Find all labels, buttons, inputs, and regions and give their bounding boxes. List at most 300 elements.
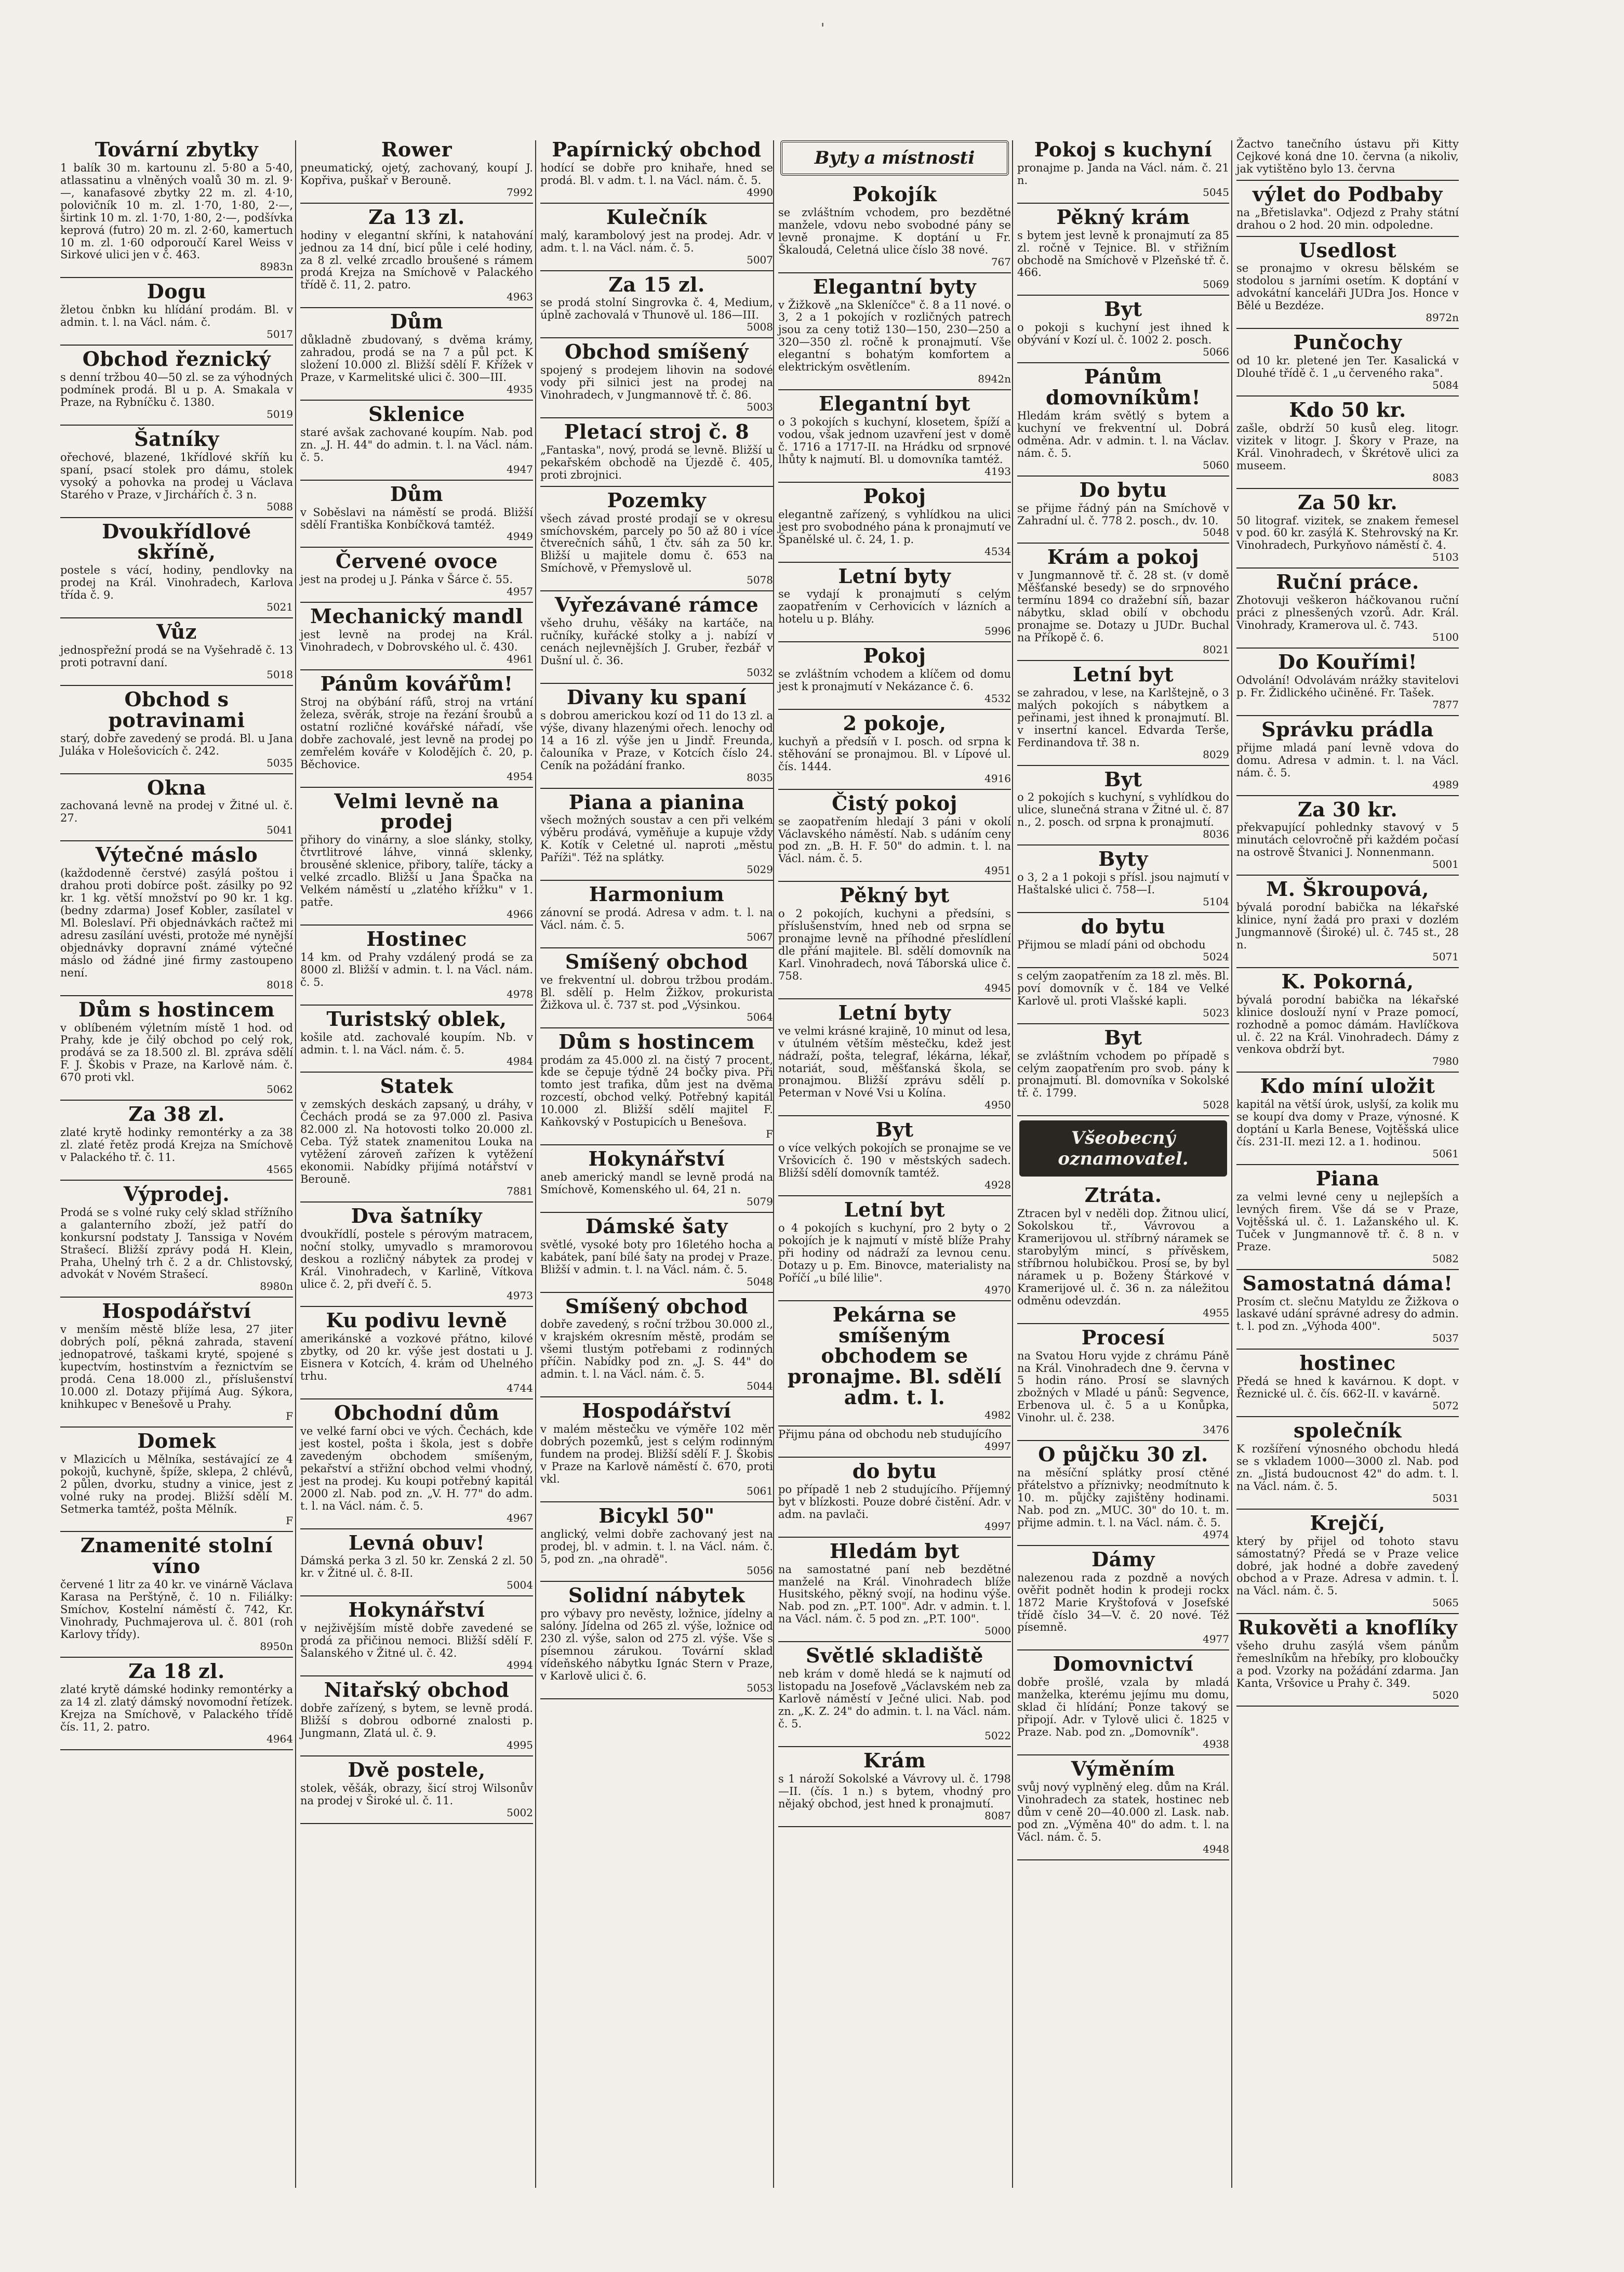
classified-ad (778, 483, 1011, 563)
ad-heading: Za 13 zl. (368, 205, 465, 229)
ad-text: v Mlazicích u Mělníka, sestávající ze 4 pokojů, kuchyně, špíže, sklepa, 2 chlévů, 2 půlen, dvorku, studny a vinice, jest z volné ruky na prodej. Bližší sdělí M. Setmerka tamtéž, pošta Mělník. (60, 1452, 293, 1515)
ad-code: 4532 (984, 692, 1011, 705)
classified-ad (300, 1203, 533, 1307)
ad-text: se přijme řádný pán na Smíchově v Zahradní ul. č. 778 2. posch., dv. 10. (1017, 501, 1229, 527)
ad-heading: Hospodářství (102, 1299, 251, 1323)
classified-ad (300, 788, 533, 926)
classified-ad (778, 563, 1011, 643)
ad-text: Přijmou se mladí páni od obchodu (1017, 938, 1206, 951)
ad-heading: Dvoukřídlové skříně, (102, 519, 251, 564)
classified-ad (1017, 1546, 1229, 1651)
ad-text: od 10 kr. pletené jen Ter. Kasalická v Dlouhé třídě č. 1 „u červeného raka". (1236, 354, 1459, 380)
ad-code: 4565 (267, 1163, 293, 1175)
ad-heading: Do bytu (1079, 478, 1167, 501)
classified-ad (60, 136, 293, 278)
ad-code: 8972n (1426, 311, 1459, 324)
classified-ad (300, 670, 533, 788)
ad-heading: Dogu (147, 280, 207, 303)
ad-heading: Statek (380, 1074, 454, 1098)
classified-ad (300, 401, 533, 481)
classified-ad (1236, 968, 1459, 1073)
ad-code: 5100 (1432, 631, 1459, 644)
ad-text: stolek, věšák, obrazy, šicí stroj Wilsonův na prodej v Široké ul. č. 11. (300, 1781, 533, 1807)
ad-text: 1 balík 30 m. kartounu zl. 5·80 a 5·40, atlassatinu a vlněných voalů 30 m. zl. 9·—, kanafasové zbytky 22 m. zl. 4·10, polovičník 10 m. zl. 1·70, 1·80, 2·—, širtink 10 m. zl. 1·70, 1·80, 2·—, podšívka keprová (futro) 20 m. zl. 2·60, kamertuch 10 m. zl. 1·60 odporoučí Karel Weiss v Sirkové ulici jen v č. 463. (60, 161, 293, 261)
classified-ad (540, 948, 773, 1028)
ad-code: 5082 (1432, 1252, 1459, 1265)
ad-heading: K. Pokorná, (1281, 969, 1414, 993)
ad-code: 4938 (1203, 1737, 1229, 1750)
ad-code: 4950 (984, 1099, 1011, 1112)
ad-code: 4982 (984, 1409, 1011, 1422)
ad-code: 4967 (507, 1511, 533, 1524)
classified-ad (300, 1676, 533, 1756)
column-1 (57, 136, 296, 2189)
ad-text: v zemských deskách zapsaný, u dráhy, v Čechách prodá se za 97.000 zl. Pasiva 82.000 zl. Na hotovosti tolko 20.000 zl. Ceba. Týž statek znamenitou Louka na vytěžení zároveň zařízen k vytěžení ekonomii. Nabídky přijímá notářství v Berouně. (300, 1098, 533, 1185)
ad-heading: Za 30 kr. (1297, 797, 1398, 821)
ad-text: starý, dobře zavedený se prodá. Bl. u Jana Juláka v Holešovicích č. 242. (60, 732, 293, 757)
ad-heading: Harmonium (589, 882, 725, 906)
ad-text: o 3, 2 a 1 pokoji s přísl. jsou najmutí v Haštalské ulici č. 758—I. (1017, 871, 1229, 896)
ad-text: červené 1 litr za 40 kr. ve vinárně Václava Karasa na Perštýně, č. 10 n. Filiálky: Smíchov, Kostelní náměstí č. 742, Kr. Vinohrady, Puchmajerova ul. č. 801 (roh Karlovy třídy). (60, 1578, 293, 1641)
ad-heading: Letní byt (844, 1198, 946, 1222)
classified-ad (60, 426, 293, 518)
ad-code: 4928 (984, 1179, 1011, 1192)
ad-text: se prodá stolní Singrovka č. 4, Medium, úplně zachovalá v Thunově ul. 186—III. (540, 296, 773, 322)
ad-heading: Byty (1098, 847, 1148, 871)
ad-text: všeho druhu, věšáky na kartáče, na ručníky, kuřácké stolky a j. nabízí v cenách nejlevnějších J. Gruber, řezbář v Dušní ul. č. 36. (540, 617, 773, 667)
ad-text: o 3 pokojích s kuchyní, klosetem, špíží a vodou, však jednom uzavření jest v domě č. 1716 a 1717-II. na Hrádku od srpnové lhůty k najmutí. Bl. u domovníka tamtéž. (778, 416, 1011, 466)
ad-text: v malém městečku ve výměře 102 měr dobrých pozemků, jest s celým rodinným fundem na prodej. Bližší sdělí F. J. Škobis v Praze na Karlově náměstí č. 670, proti vkl. (540, 1423, 773, 1485)
ad-code: 5035 (267, 756, 293, 769)
ad-heading: Mechanický mandl (310, 604, 523, 628)
classified-ad (60, 1532, 293, 1657)
ad-text: hodící se dobře pro knihaře, hned se prodá. Bl. v adm. t. l. na Václ. nám. č. 5. (540, 161, 773, 187)
classified-ad (60, 841, 293, 996)
classified-ad (1236, 796, 1459, 876)
ad-code: 7980 (1432, 1055, 1459, 1068)
column-4 (775, 136, 1014, 2189)
ad-text: kuchyň a předsíň v I. posch. od srpna k stěhování se pronajmou. Bl. v Lípové ul. čís. 1444. (778, 735, 1011, 773)
ad-code: 8029 (1203, 748, 1229, 761)
ad-code: 5028 (1203, 1099, 1229, 1112)
ad-code: 5021 (267, 601, 293, 614)
ad-code: 5048 (1203, 526, 1229, 539)
classified-ad (300, 926, 533, 1006)
ad-heading: Pokoj (863, 644, 926, 668)
ad-heading: Do Kouřími! (1278, 650, 1417, 674)
ad-text: Hledám krám světlý s bytem a kuchyní ve frekventní ul. Dobrá odměna. Adr. v admin. t. l. na Václav. nám. č. 5. (1017, 409, 1229, 459)
ad-code: 5053 (747, 1681, 773, 1694)
ad-heading: Letní byty (838, 1000, 951, 1024)
classified-ad (60, 996, 293, 1101)
ad-heading: Za 50 kr. (1297, 490, 1398, 514)
classified-ad (1236, 329, 1459, 397)
classified-ad (60, 1181, 293, 1298)
ad-text: postele s vácí, hodiny, pendlovky na prodej na Král. Vinohradech, Karlova třída č. 9. (60, 564, 293, 602)
ad-heading: do bytu (1081, 915, 1166, 939)
classified-ad (540, 338, 773, 418)
ad-code: F (766, 1128, 773, 1141)
ad-text: na „Břetislavka". Odjezd z Prahy státní drahou o 2 hod. 20 min. odpoledne. (1236, 206, 1459, 231)
classified-ad (540, 1028, 773, 1146)
ad-heading: Smíšený obchod (565, 1294, 749, 1318)
ad-code: 4935 (507, 382, 533, 395)
ad-code: 8035 (747, 771, 773, 784)
ad-code: 8980n (260, 1280, 293, 1293)
classified-ad (778, 1458, 1011, 1538)
ad-text: o 2 pokojích, kuchyni a předsíni, s příslušenstvím, hned neb od srpna se pronajme levně na příhodné přeslídlení dle přání majitele. Bl. sdělí domovník na Karl. Vinohradech, nová Táborská ulice č. 758. (778, 907, 1011, 982)
ad-text: Odvolání! Odvolávám nrážky stavitelovi p. Fr. Židlického učiněné. Fr. Tašek. (1236, 673, 1459, 699)
ad-code: 8083 (1432, 471, 1459, 484)
ad-heading: Elegantní byty (813, 274, 977, 298)
classified-ad (300, 308, 533, 401)
ad-code: 5008 (747, 321, 773, 334)
ad-heading: Byt (1104, 1025, 1142, 1049)
ad-text: zánovní se prodá. Adresa v adm. t. l. na Václ. nám. č. 5. (540, 906, 773, 931)
ad-code: 5084 (1432, 378, 1459, 391)
ad-code: 3476 (1203, 1423, 1229, 1436)
classified-ad (778, 1196, 1011, 1301)
ad-text: košile atd. zachovalé koupím. Nb. v admin. t. l. na Václ. nám. č. 5. (300, 1031, 533, 1056)
classified-ad (778, 710, 1011, 790)
ad-heading: Za 15 zl. (608, 272, 705, 296)
ad-heading: Domek (137, 1429, 216, 1452)
ad-heading: Kdo míní uložit (1260, 1074, 1435, 1098)
ad-text: v nejživějším místě dobře zavedené se prodá za přičinou nemoci. Bližší sdělí F. Šalanského v Žitné ul. č. 42. (300, 1622, 533, 1660)
classified-ad (1236, 397, 1459, 489)
classified-ad (540, 1145, 773, 1213)
classified-ad (1236, 489, 1459, 569)
ad-heading: Za 18 zl. (128, 1659, 225, 1683)
ad-code: 5037 (1432, 1332, 1459, 1345)
classified-ad (300, 548, 533, 603)
classified-ad (778, 642, 1011, 710)
classified-ad (300, 204, 533, 309)
classified-ad (300, 1596, 533, 1676)
ad-text: v Soběslavi na náměstí se prodá. Bližší sdělí Františka Konbíčková tamtéž. (300, 506, 533, 531)
ad-text: Prosím ct. slečnu Matyldu ze Žižkova o laskavé udání správné adresy do admin. t. l. pod zn. „Výhoda 400". (1236, 1295, 1459, 1333)
ad-heading: Hospodářství (582, 1399, 731, 1423)
ad-heading: Pokoj (863, 484, 926, 508)
ad-code: 4948 (1203, 1842, 1229, 1855)
ad-text: o 4 pokojích s kuchyní, pro 2 byty o 2 pokojích je k najmutí v místě blíže Prahy při hodiny od nádraží za levnou cenu. Dotazy u p. Em. Binovce, materialisty na Poříčí „u bílé lilie". (778, 1221, 1011, 1284)
ad-heading: Správku prádla (1261, 717, 1434, 741)
ad-text: dobře prošlé, vzala by mladá manželka, kterému jejímu mu domu, sklad či hlídání; Ponze takový se připojí. Adr. v Tylově ulici č. 1825 v Praze. Nab. pod zn. „Domovník". (1017, 1676, 1229, 1739)
classified-ad (540, 136, 773, 204)
ad-heading: Procesí (1081, 1325, 1165, 1349)
ad-code: 4955 (1203, 1306, 1229, 1319)
classified-ad (778, 181, 1011, 273)
ad-code: 5044 (747, 1380, 773, 1393)
classified-ad (300, 1006, 533, 1073)
ad-code: 8950n (260, 1640, 293, 1653)
ad-code: 4951 (984, 864, 1011, 877)
ad-text: Ztracen byl v neděli dop. Žitnou ulicí, Sokolskou tř., Vávrovou a Kramerijovou ul. stříbrný náramek se starobylým mincí, s přívěskem, stříbrnou holubičkou. Prosí se, by byl náramek u p. Boženy Štárkové v Kramerijové ul. č. 36 n. za náležitou odměnu odevzdán. (1017, 1207, 1229, 1307)
classified-ad (778, 1116, 1011, 1196)
ad-heading: Dům s hostincem (78, 997, 275, 1021)
ad-text: s denní tržbou 40—50 zl. se za výhodných podmínek prodá. Bl u p. A. Smakala v Praze, na Rybníčku č. 1380. (60, 371, 293, 408)
ad-heading: společník (1294, 1419, 1402, 1443)
classified-ad (1017, 544, 1229, 661)
classified-ad (778, 790, 1011, 882)
ad-code: 5062 (267, 1083, 293, 1096)
ad-heading: Levná obuv! (348, 1530, 485, 1554)
classified-ad (778, 390, 1011, 483)
ad-text: v Jungmannově tř. č. 28 st. (v domě Měšťanské besedy) se do srpnového termínu 1894 co dražební síň, bazar nábytku, sklad obilí v obchodu pronajme se. Dotazy u JUDr. Buchal na Příkopě č. 6. (1017, 569, 1229, 644)
ad-text: ořechové, blazené, 1křídlové skříň ku spaní, psací stolek pro dámu, stolek vysoký a pohovka na prodej u Václava Starého v Praze, v Jirchářích č. 3 n. (60, 451, 293, 501)
classified-ad (1017, 968, 1229, 1024)
ad-heading: Nitařský obchod (324, 1678, 510, 1702)
ad-code: 4997 (984, 1520, 1011, 1533)
ad-text: na Svatou Horu vyjde z chrámu Páně na Král. Vinohradech dne 9. června v 5 hodin ráno. Prosí se slavných zbožných v Mladé u pánů: Segvence, Erbenova ul. č. 5 a u Konůpka, Vinohr. ul. č. 238. (1017, 1349, 1229, 1424)
ad-text: aneb americký mandl se levně prodá na Smíchově, Komenského ul. 64, 21 n. (540, 1171, 773, 1196)
ad-text: ve frekventní ul. dobrou tržbou prodám. Bl. sdělí p. Helm Žižkov, prokurista Žižkova ul. č. 737 st. pod „Výsinkou. (540, 973, 773, 1011)
ad-code: 4995 (507, 1738, 533, 1751)
classified-ad (1017, 661, 1229, 766)
classified-ad (540, 271, 773, 339)
classified-ad (1017, 136, 1229, 204)
ad-text: na samostatné paní neb bezdětné manželé na Král. Vinohradech blíže Husitského, pěkný svojí, na hodinu výše. Nab. pod zn. „P.T. 100". Adr. v admin. t. l. na Václ. nám. č. 5 pod zn. „P.T. 100". (778, 1563, 1011, 1626)
ad-heading: Červené ovoce (335, 549, 498, 573)
ad-text: bývalá porodní babička na lékařské klinice doslouží nyní v Praze pomocí, rozhodně a pomoc dámám. Havlíčkova ul. č. 22 na Král. Vinohradech. Dámy z venkova obdrží byt. (1236, 993, 1459, 1056)
ad-code: 4961 (507, 653, 533, 666)
ad-heading: Dům s hostincem (558, 1029, 755, 1053)
ad-heading: Elegantní byt (819, 392, 970, 416)
classified-ad (60, 1428, 293, 1533)
ad-text: se zvláštním vchodem a klíčem od domu jest k pronajmutí v Nekázance č. 6. (778, 668, 1011, 693)
ad-code: 4990 (747, 186, 773, 199)
ad-text: pneumatický, ojetý, zachovaný, koupí J. Kopřiva, puškař v Berouně. (300, 161, 533, 187)
ad-heading: Kulečník (606, 205, 707, 229)
ad-code: 5104 (1203, 895, 1229, 908)
classified-ad (60, 278, 293, 346)
ad-text: neb krám v domě hledá se k najmutí od listopadu na Josefově „Václavském neb za Karlově náměstí v Ječné ulici. Nab. pod zn. „K. Z. 24" do admin. t. l. na Václ. nám. č. 5. (778, 1668, 1011, 1730)
ad-text: jednospřežní prodá se na Vyšehradě č. 13 proti potravní daní. (60, 643, 293, 669)
classified-ad (1236, 181, 1459, 237)
ad-code: 5017 (267, 328, 293, 341)
ad-text: zašle, obdrží 50 kusů eleg. litogr. vizitek v litogr. J. Škory v Praze, na Král. Vinohradech, v Škrétově ulici za museem. (1236, 421, 1459, 472)
ad-heading: Rukověti a knoflíky (1237, 1616, 1458, 1640)
ad-text: jest levně na prodej na Král. Vinohradech, v Dobrovského ul. č. 430. (300, 628, 533, 654)
ad-heading: Obchod řeznický (82, 347, 271, 371)
classified-ad (1017, 1650, 1229, 1755)
ad-text: o více velkých pokojích se pronajme se ve Vršovicích č. 190 v městských sadech. Bližší sdělí domovník tamtéž. (778, 1142, 1011, 1180)
ad-code: 4970 (984, 1283, 1011, 1296)
classified-ad (778, 1426, 1011, 1458)
ad-code: 5056 (747, 1564, 773, 1577)
ad-text: žletou čnbkn ku hlídání prodám. Bl. v admin. t. l. na Václ. nám. č. (60, 303, 293, 329)
ad-heading: Ztráta. (1084, 1183, 1162, 1207)
classified-ad (1236, 1417, 1459, 1510)
ad-heading: Byt (1104, 297, 1142, 321)
ad-code: 5071 (1432, 950, 1459, 963)
classified-ad (300, 1399, 533, 1529)
ad-text: prodám za 45.000 zl. na čistý 7 procent, kde se čepuje týdně 24 bočky piva. Při tomto jest trafika, dům jest na dvěma rozcestí, obchod velký. Potřebný kapitál 10.000 zl. Bližší sdělí majitel F. Kaňkovský v Postupicích u Benešova. (540, 1053, 773, 1129)
ad-code: 5996 (984, 625, 1011, 638)
ad-code: 4978 (507, 987, 533, 1000)
ad-code: 5001 (1432, 858, 1459, 871)
ad-heading: Punčochy (1293, 331, 1402, 354)
ad-text: malý, karambolový jest na prodej. Adr. v adm. t. l. na Václ. nám. č. 5. (540, 229, 773, 254)
ad-code: 5019 (267, 407, 293, 420)
ad-heading: Krám a pokoj (1047, 545, 1200, 569)
ad-heading: Divany ku spaní (566, 685, 747, 709)
ad-code: 5066 (1203, 346, 1229, 359)
ad-heading: Obchod s potravinami (108, 687, 245, 732)
classified-ad (1236, 569, 1459, 649)
ad-heading: Krejčí, (1310, 1511, 1386, 1535)
ad-text: na měsíční splátky prosí ctěné přátelstvo a příznivky; neodmítnuto k 10. m. půjčky zajištěny hodinami. Nab. pod zn. „MUC. 30" do 10. t. m. přijme admin. t. l. na Václ. nám. č. 5. (1017, 1467, 1229, 1529)
classified-ad (778, 1747, 1011, 1827)
classified-ad (1017, 913, 1229, 968)
ad-code: 4957 (507, 585, 533, 598)
ad-code: 4974 (1203, 1528, 1229, 1541)
ad-heading: Byt (1104, 767, 1142, 791)
ad-code: 5032 (747, 666, 773, 679)
ad-code: 5022 (984, 1729, 1011, 1742)
classified-ad (300, 1756, 533, 1824)
ad-text: „Fantaska", nový, prodá se levně. Bližší u pekařském obchodě na Újezdě č. 405, proti zbrojnici. (540, 443, 773, 481)
ad-heading: Výtečné máslo (95, 843, 258, 867)
ad-code: 4977 (1203, 1633, 1229, 1646)
ad-text: Předá se hned k kavárnou. K dopt. v Řeznické ul. č. čís. 662-II. v kavárně. (1236, 1375, 1459, 1401)
ad-code: 5041 (267, 824, 293, 837)
ad-heading: Hledám byt (829, 1539, 960, 1563)
ad-code: 5065 (1432, 1596, 1459, 1609)
ad-heading: Kdo 50 kr. (1289, 398, 1406, 421)
section-banner: Byty a místnosti (780, 140, 1009, 176)
ad-code: 4949 (507, 530, 533, 543)
ad-text: nalezenou rada z pozdně a nových ověřit podnět hodin k prodeji rockx 1872 Marie Kryštofová v Josefské třídě číslo 34—V. č. 20 nové. Též písemně. (1017, 1571, 1229, 1634)
ad-heading: Dům (390, 310, 444, 334)
column-3 (537, 136, 776, 2189)
ad-code: 5067 (747, 930, 773, 943)
ad-heading: Usedlost (1298, 238, 1396, 262)
ad-text: se zahradou, v lese, na Karlštejně, o 3 malých pokojích s nábytkem a peřinami, jest ihned k pronajmutí. Bl. v insertní kancel. Edvarda Terše, Ferdinandova tř. 38 n. (1017, 686, 1229, 749)
ad-code: 4994 (507, 1659, 533, 1672)
ad-heading: M. Škroupová, (1266, 877, 1429, 901)
ad-text: který by přijel od tohoto stavu sámostatný? Předá se v Praze velice dobré, jak hodné a dobře zavedený obchod a v Praze. Adresa v admin. t. l. na Václ. nám. č. 5. (1236, 1535, 1459, 1597)
ad-text: amerikánské a vozkové přátno, kilové zbytky, od 20 kr. výše jest dostati u J. Eisnera v Kotcích, 4. krám od Uhelného trhu. (300, 1332, 533, 1383)
ad-code: 4954 (507, 770, 533, 783)
ad-heading: Pekárna se smíšeným obchodem se pronajme. Bl. sdělí adm. t. l. (787, 1302, 1002, 1409)
ad-code: 5069 (1203, 278, 1229, 291)
ad-heading: Obchodní dům (334, 1401, 500, 1425)
ad-heading: Sklenice (368, 402, 465, 426)
classified-ad (1236, 1165, 1459, 1270)
ad-text: světlé, vysoké boty pro 16letého hocha a kabátek, paní bílé šaty na prodej v Praze. Bližší v admin. t. l. na Václ. nám. č. 5. (540, 1238, 773, 1276)
ad-code: 5079 (747, 1195, 773, 1208)
ad-text: ve velmi krásné krajině, 10 minut od lesa, v útulném větším městečku, kdež jest nádraží, pošta, telegraf, lékárna, lékař, notariát, soud, měšťanská škola, se pronajmou. Bližší zprávu sdělí p. Peterman v Nové Vsi u Kolína. (778, 1024, 1011, 1100)
classified-ad (540, 204, 773, 271)
classified-ad (60, 346, 293, 426)
ad-code: 5000 (984, 1624, 1011, 1637)
ad-code: 5031 (1432, 1491, 1459, 1504)
ad-heading: výlet do Podbaby (1252, 182, 1443, 206)
ad-code: 5020 (1432, 1688, 1459, 1701)
classified-ad (778, 1538, 1011, 1643)
ad-heading: Za 38 zl. (128, 1102, 225, 1126)
ad-code: 5088 (267, 500, 293, 513)
ad-heading: Vůz (156, 620, 197, 644)
ad-heading: Čistý pokoj (832, 791, 957, 815)
ad-code: F (286, 1409, 293, 1422)
ad-code: 8087 (984, 1809, 1011, 1822)
ad-text: v menším městě blíže lesa, 27 jiter dobrých polí, pěkná zahrada, stavení jednopatrové, taškami kryté, spojené s kupectvím, hostinstvím a řeznictvím se prodá. Cena 18.000 zl., příslušenství 10.000 zl. Dotazy přijímá Aug. Sýkora, knihkupec v Benešově u Prahy. (60, 1323, 293, 1410)
ad-heading: Pozemky (607, 488, 707, 512)
ad-heading: Vyřezávané rámce (554, 593, 759, 617)
ad-text: kapitál na větší úrok, uslyší, za kolik mu se koupí dva domy v Praze, výnosné. K doptání u Karla Benese, Vojtěšská ulice čís. 231-II. mezi 12. a 1. hodinou. (1236, 1098, 1459, 1148)
ad-text: hodiny v elegantní skříni, k natahování jednou za 14 dní, bicí půle i celé hodiny, za 8 zl. velké zrcadlo broušené s rámem prodá Krejza na Smíchově v Palackého třídě č. 11, 2. patro. (300, 229, 533, 292)
ad-heading: 2 pokoje, (843, 711, 947, 735)
ad-heading: Pánům domovníkům! (1046, 365, 1201, 410)
classified-ad (1236, 649, 1459, 716)
ad-text: přijme mladá paní levně vdova do domu. Adresa v admin. t. l. na Václ. nám. č. 5. (1236, 741, 1459, 779)
classified-ad (1236, 237, 1459, 329)
ad-heading: Ruční práce. (1276, 570, 1419, 594)
ad-heading: Rower (381, 138, 452, 161)
classified-ad (60, 774, 293, 842)
classified-ad (540, 1582, 773, 1699)
classified-ad (1017, 1324, 1229, 1442)
column-6 (1233, 136, 1462, 2189)
ad-text: zlaté krytě hodinky remontérky a za 38 zl. zlaté řetěz prodá Krejza na Smíchově v Palackého tř. č. 11. (60, 1126, 293, 1164)
ad-text: 50 litograf. vizitek, se znakem řemesel v pod. 60 kr. zasýlá K. Stehrovský na Kr. Vinohradech, Purkyňovo náměstí č. 4. (1236, 514, 1459, 552)
ad-heading: Tovární zbytky (95, 138, 259, 161)
classified-ad (60, 518, 293, 619)
ad-heading: Dámy (1091, 1547, 1155, 1571)
ad-code: 8036 (1203, 828, 1229, 841)
ad-text: ve velké farní obci ve vých. Čechách, kde jest kostel, pošta i škola, jest s dobře zavedeným obchodem smíšeným, pekařství a střižní obchod velmi vhodný, jest na prodej. Ku koupi potřebný kapitál 2000 zl. Nab. pod zn. „V. H. 77" do adm. t. l. na Václ. nám. č. 5. (300, 1425, 533, 1512)
ad-text: Zhotovuji veškeron háčkovanou ruční práci z plnesšených vzorů. Adr. Král. Vinohrady, Kramerova ul. č. 743. (1236, 594, 1459, 632)
ad-text: 14 km. od Prahy vzdálený prodá se za 8000 zl. Bližší v admin. t. l. na Václ. nám. č. 5. (300, 950, 533, 988)
ad-text: (každodenně čerstvé) zasýlá poštou i drahou proti dobírce pošt. zásilky po 92 kr. 1 kg. větší množství po 90 kr. 1 kg. (bedny zdarma) Josef Kobler, zasílatel v Ml. Boleslaví. Při objednávkách račtež mi adresu zasílání uvésti, protože mé nynější objednávky dopravní známé výtečné máslo od žádné jiné firmy zastoupeno není. (60, 867, 293, 979)
ad-heading: Pěkný krám (1056, 205, 1190, 229)
classified-ad (1017, 1441, 1229, 1546)
ad-code: 7881 (507, 1184, 533, 1197)
ad-text: všeho druhu zasýlá všem pánům řemeslníkům na hřebíky, pro kloboučky a pod. Vzorky na požádání zdarma. Jan Kanta, Vršovice u Prahy č. 349. (1236, 1640, 1459, 1690)
ad-text: důkladně zbudovaný, s dvěma krámy, zahradou, prodá se na 7 a půl pct. K složení 10.000 zl. Bližší sdělí F. Křížek v Praze, v Karmelitské ulici č. 300—III. (300, 334, 533, 384)
classified-ad (60, 686, 293, 774)
ad-text: Přijmu pána od obchodu neb studujícího (778, 1428, 1002, 1441)
ad-text: o 2 pokojích s kuchyní, s vyhlídkou do ulice, slunečná strana v Žitné ul. č. 87 n., 2. posch. od srpna k pronajmutí. (1017, 791, 1229, 829)
classified-ad (540, 487, 773, 592)
ad-code: 8021 (1203, 643, 1229, 656)
classified-ad (540, 1213, 773, 1293)
ad-text: překvapující pohlednky stavový v 5 minutách celovročně při každém počasí na ostrově Štvanici J. Nonnenmann. (1236, 821, 1459, 859)
ad-heading: Znamenité stolní víno (80, 1534, 273, 1578)
ad-heading: Dvě postele, (348, 1758, 486, 1781)
classified-ad (1236, 1614, 1459, 1707)
ad-heading: Byt (875, 1118, 914, 1142)
classified-ad (300, 1307, 533, 1399)
classified-ad (60, 1658, 293, 1750)
ad-text: se zvláštním vchodem, pro bezdětné manžele, vdovu nebo svobodné pány se levně pronajme. K doptání u Fr. Škaloudá, Celetná ulice číslo 38 nové. (778, 206, 1011, 256)
column-5 (1014, 136, 1232, 2189)
classified-ad (540, 591, 773, 684)
ad-text: o pokoji s kuchyní jest ihned k obývání v Kozí ul. č. 1002 2. posch. (1017, 321, 1229, 347)
ad-text: pro výbavy pro nevěsty, ložnice, jídelny a salóny. Jídelna od 265 zl. výše, ložnice od 230 zl. výše, salon od 275 zl. výše. Vše s písemnou zárukou. Tovární sklad vídeňského nábytku Ignác Stern v Praze, v Karlově ulici č. 6. (540, 1607, 773, 1683)
classified-ad (1236, 716, 1459, 796)
ad-heading: Výprodej. (123, 1182, 230, 1206)
ad-heading: Výměním (1071, 1756, 1176, 1780)
classified-ad (540, 1502, 773, 1582)
classified-ad (540, 1397, 773, 1502)
ad-code: 5004 (507, 1579, 533, 1592)
ad-heading: Dámské šaty (585, 1214, 728, 1238)
classified-ad (1017, 1755, 1229, 1860)
ad-text: přihory do vinárny, a sloe slánky, stolky, čtvrtlitrové láhve, vinná sklenky, brousěné sklenice, přibory, talíře, tácky a velké zrcadlo. Bližší u Jana Špačka na Velkém náměstí u „zlatého křížku" v 1. patře. (300, 834, 533, 909)
